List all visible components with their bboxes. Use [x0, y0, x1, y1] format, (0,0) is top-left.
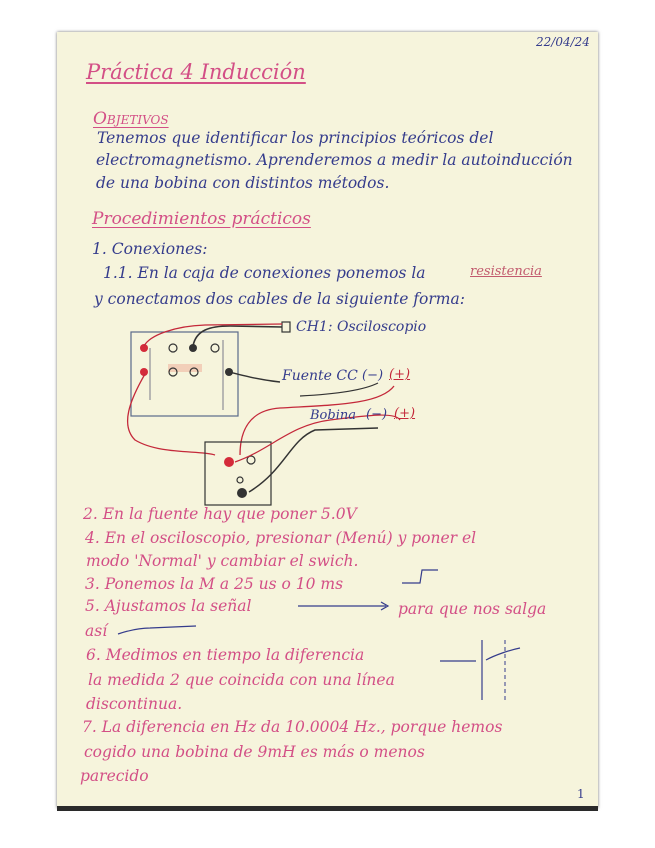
sketch-signal: [118, 626, 196, 634]
bobina-terminal: [247, 456, 255, 464]
bobina-minus: (−): [366, 407, 388, 422]
step-7-line-1: 7. La diferencia en Hz da 10.0004 Hz., porque hemos: [82, 718, 503, 736]
step-5-line-1-end: para que nos salga: [398, 600, 547, 618]
cable-red-loop: [128, 374, 215, 455]
step-7-line-2: cogido una bobina de 9mH es más o menos: [84, 743, 425, 761]
fuente-plus: (+): [389, 367, 411, 382]
page-title: Práctica 4 Inducción: [86, 60, 306, 84]
sketch-wave: [482, 640, 520, 700]
conexiones-title: 1. Conexiones:: [92, 240, 208, 258]
bobina-plus: (+): [394, 406, 416, 421]
objetivos-line-2: electromagnetismo. Aprenderemos a medir la autoinducción: [96, 151, 573, 169]
page-date: 22/04/24: [536, 35, 590, 49]
objetivos-line-3: de una bobina con distintos métodos.: [96, 174, 390, 192]
label-ch1: CH1: Osciloscopio: [296, 319, 427, 335]
cable-bobina-minus: [249, 428, 378, 492]
label-bobina: Bobina: [310, 408, 356, 423]
procedimientos-heading: Procedimientos prácticos: [92, 209, 311, 229]
objetivos-heading: Objetivos: [93, 109, 169, 129]
step-3: 3. Ponemos la M a 25 us o 10 ms: [85, 575, 344, 593]
step-1-1-line-1: 1.1. En la caja de conexiones ponemos la: [103, 264, 426, 282]
bnc-connector: [282, 322, 290, 332]
label-fuente: Fuente CC: [282, 368, 358, 384]
step-4-line-1: 4. En el osciloscopio, presionar (Menú) y poner el: [85, 529, 477, 547]
step-1-1-line-2: y conectamos dos cables de la siguiente forma:: [94, 290, 465, 308]
terminal: [169, 344, 177, 352]
step-5-line-2: así: [85, 622, 108, 640]
cable-fuente-minus: [300, 383, 378, 396]
step-5-line-1: 5. Ajustamos la señal: [85, 597, 252, 615]
cable-fuente: [229, 372, 280, 382]
step-6-line-1: 6. Medimos en tiempo la diferencia: [86, 646, 365, 664]
step-6-line-2: la medida 2 que coincida con una línea: [88, 671, 395, 689]
step-4-line-2: modo 'Normal' y cambiar el swich.: [86, 552, 359, 570]
bobina-red-terminal: [224, 457, 234, 467]
bobina-terminal: [237, 477, 243, 483]
terminal: [211, 344, 219, 352]
page-number: 1: [577, 787, 585, 801]
sketch-square-wave: [402, 570, 438, 583]
step-1-1-resistencia: resistencia: [470, 264, 542, 279]
bobina-black-terminal: [237, 488, 247, 498]
step-2: 2. En la fuente hay que poner 5.0V: [83, 505, 357, 523]
fuente-minus: (−): [362, 368, 384, 383]
step-6-line-3: discontinua.: [86, 695, 183, 713]
step-7-line-3: parecido: [80, 767, 149, 785]
objetivos-line-1: Tenemos que identificar los principios teóricos del: [97, 129, 494, 147]
